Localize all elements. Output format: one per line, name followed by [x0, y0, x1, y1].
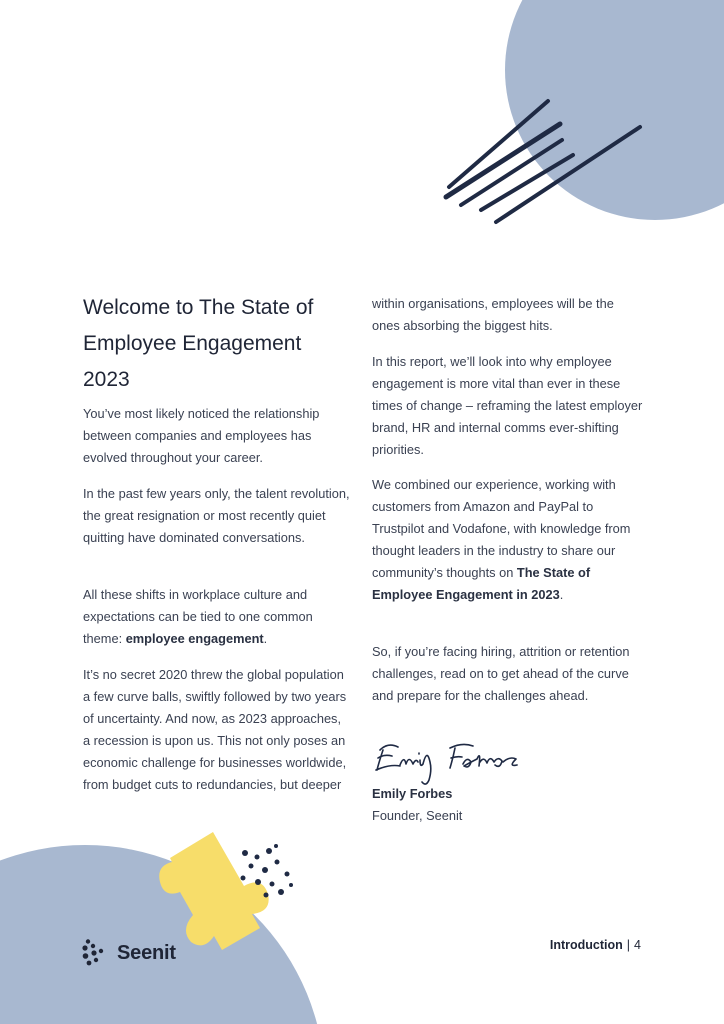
community-paragraph: We combined our experience, working with customers from Amazon and PayPal to Trustpilot and Vodafone, with knowledge from thought leaders in the industry to share our community’s thoughts on The State of Employee Engagement in 2023. [372, 477, 631, 602]
report-paragraph: In this report, we’ll look into why employee engagement is more vital than ever in these times of change – reframing the latest employer brand, HR and internal comms ever-shifting priorities. [372, 354, 643, 457]
page-footer [550, 938, 641, 952]
closing-paragraph: So, if you’re facing hiring, attrition or retention challenges, read on to get ahead of the curve and prepare for the challenges ahead. [372, 644, 630, 703]
signatory-name: Emily Forbes [372, 786, 453, 801]
recession-paragraph: It’s no secret 2020 threw the global population a few curve balls, swiftly followed by two years of uncertainty. And now, as 2023 approaches, a recession is upon us. This not only poses an economic challenge for businesses worldwide, from budget cuts to redundancies, but deeper [83, 667, 347, 792]
continuation-paragraph: within organisations, employees will be the ones absorbing the biggest hits. [372, 296, 614, 333]
footer-section: Introduction [549, 938, 623, 952]
theme-paragraph: All these shifts in workplace culture and expectations can be tied to one common theme: employee engagement. [83, 587, 313, 646]
dots-logo-icon [82, 938, 108, 968]
seenit-logo [82, 938, 176, 968]
signatory-role: Founder, Seenit [372, 808, 463, 823]
handwritten-signature [370, 738, 550, 788]
logo-wordmark: Seenit [117, 941, 176, 964]
footer-separator: | [626, 938, 631, 952]
page-number: 4 [634, 938, 641, 952]
intro-paragraph: You’ve most likely noticed the relationship between companies and employees has evolved throughout your career. [83, 406, 320, 465]
talent-paragraph: In the past few years only, the talent revolution, the great resignation or most recently quiet quitting have dominated conversations. [83, 486, 350, 545]
report-title-emphasis: The State of Employee Engagement in 2023 [372, 565, 591, 602]
theme-emphasis: employee engagement [125, 631, 264, 646]
page-title: Welcome to The State of Employee Engagement 2023 [83, 296, 314, 391]
